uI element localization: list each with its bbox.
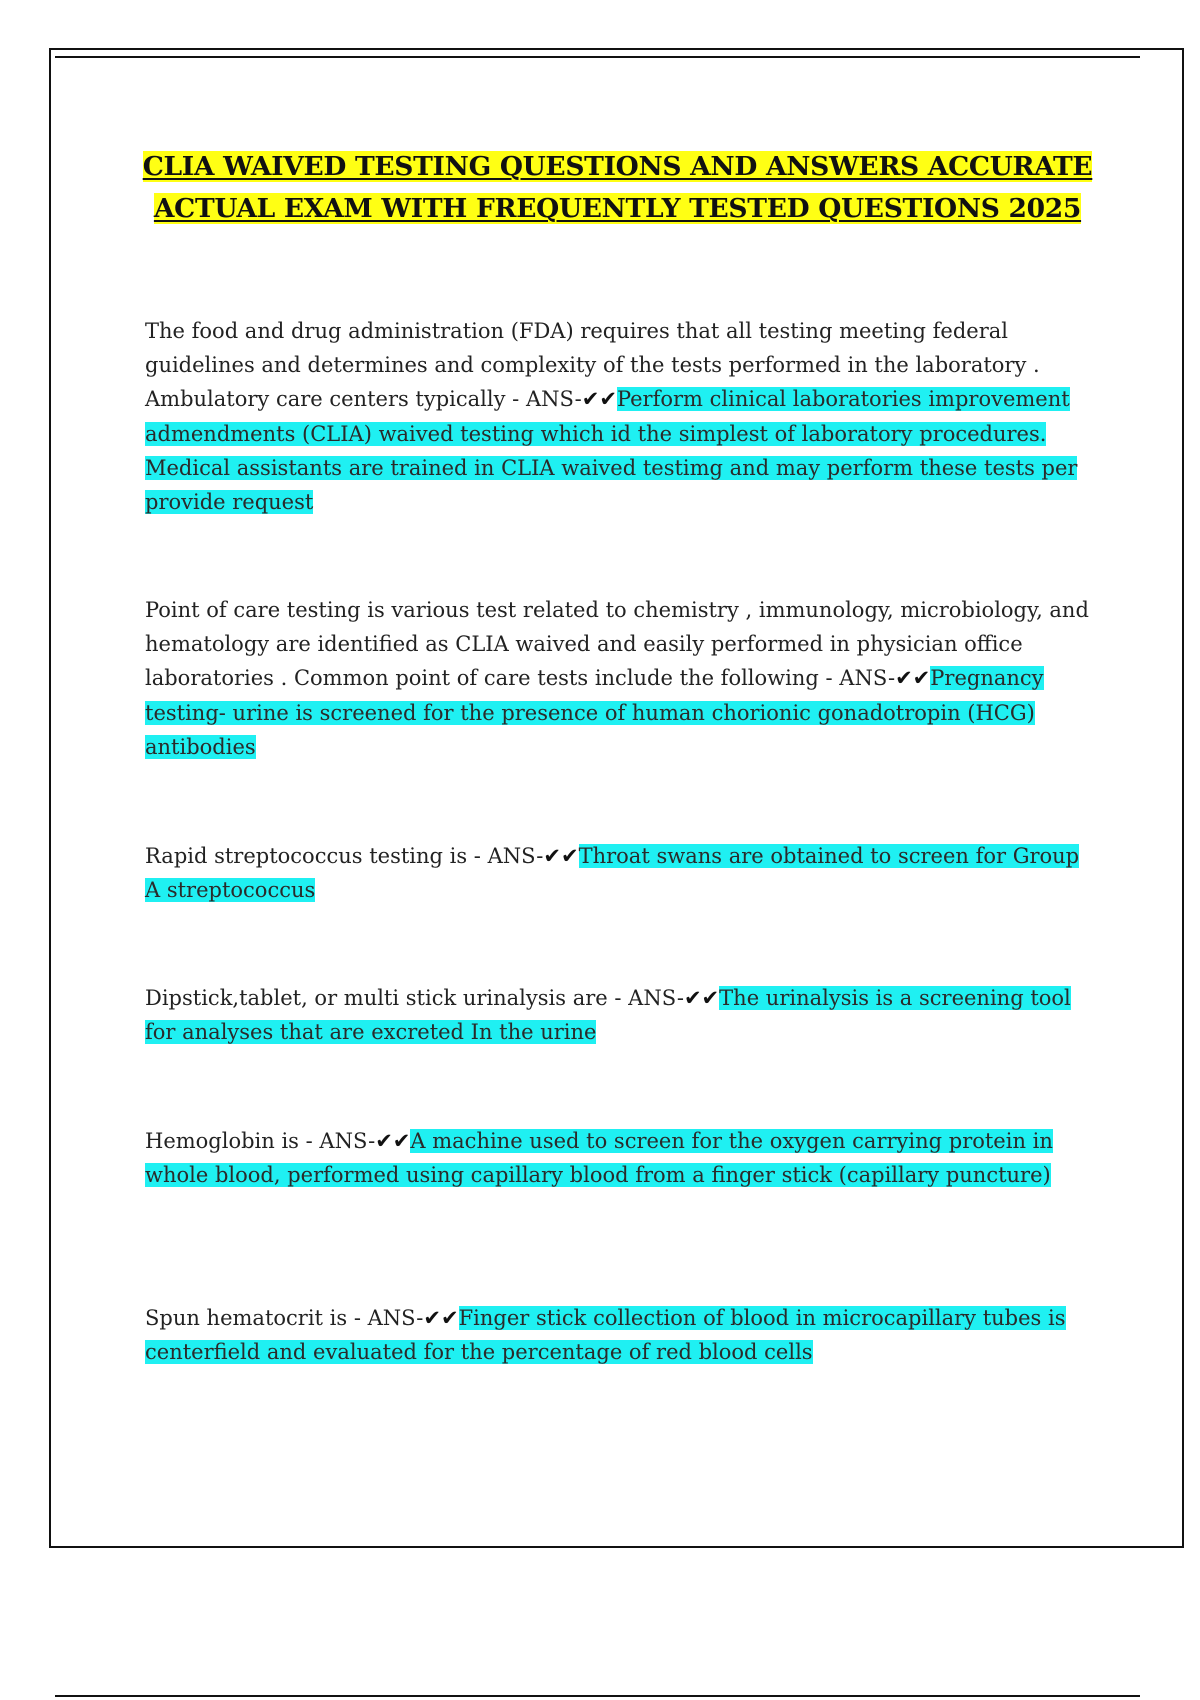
- question-text: Spun hematocrit is -: [145, 1306, 368, 1330]
- check-icon: ✔✔: [683, 986, 720, 1010]
- ans-prefix: ANS-: [628, 986, 684, 1010]
- ans-prefix: ANS-: [367, 1306, 424, 1330]
- check-icon: ✔✔: [543, 844, 579, 868]
- question-text: Hemoglobin is -: [145, 1129, 320, 1153]
- answer-text: Perform clinical laboratories improvement admendments (CLIA) waived testing which id the simplest of laboratory procedures. Medical assistants are trained in CLIA waived testimg and may perform these tests per provide request: [145, 387, 1078, 515]
- answer-text: A machine used to screen for the oxygen carrying protein in whole blood, performed using capillary blood from a finger stick (capillary puncture): [145, 1129, 1053, 1188]
- qa-item-strep: [145, 839, 1090, 907]
- ans-prefix: ANS-: [525, 387, 582, 412]
- answer-text: Finger stick collection of blood in microcapillary tubes is centerfield and evaluated for the percentage of red blood cells: [145, 1306, 1066, 1365]
- qa-item-point-of-care: [145, 593, 1090, 764]
- qa-item-fda: [145, 314, 1090, 519]
- check-icon: ✔✔: [375, 1129, 411, 1153]
- check-icon: ✔✔: [895, 666, 931, 691]
- check-icon: ✔✔: [423, 1306, 459, 1330]
- ans-prefix: ANS-: [319, 1129, 376, 1153]
- qa-item-hemoglobin: [145, 1124, 1090, 1192]
- question-text: Dipstick,tablet, or multi stick urinalysis are -: [145, 986, 629, 1010]
- qa-item-hematocrit: [145, 1301, 1090, 1369]
- question-text: The food and drug administration (FDA) requires that all testing meeting federal guidelines and determines and complexity of the tests performed in the laboratory . Ambulatory care centers typically -: [145, 319, 1040, 412]
- question-text: Rapid streptococcus testing is -: [145, 844, 488, 868]
- title-line-2: ACTUAL EXAM WITH FREQUENTLY TESTED QUESTIONS 2025: [153, 193, 1082, 224]
- bottom-rule: [55, 1695, 1140, 1697]
- answer-text: Pregnancy testing- urine is screened for the presence of human chorionic gonadotropin (HCG) antibodies: [145, 666, 1044, 759]
- answer-text: The urinalysis is a screening tool for analyses that are excreted In the urine: [145, 986, 1071, 1045]
- question-text: Point of care testing is various test related to chemistry , immunology, microbiology, and hematology are identified as CLIA waived and easily performed in physician office laboratories . Common point of care tests include the following -: [145, 598, 1089, 691]
- top-rule: [55, 56, 1140, 58]
- title-line-1: CLIA WAIVED TESTING QUESTIONS AND ANSWERS ACCURATE: [142, 151, 1093, 182]
- qa-item-urinalysis: [145, 981, 1090, 1049]
- ans-prefix: ANS-: [487, 844, 544, 868]
- check-icon: ✔✔: [581, 387, 617, 412]
- answer-text: Throat swans are obtained to screen for Group A streptococcus: [145, 844, 1080, 903]
- ans-prefix: ANS-: [839, 666, 896, 691]
- document-title: [120, 146, 1115, 230]
